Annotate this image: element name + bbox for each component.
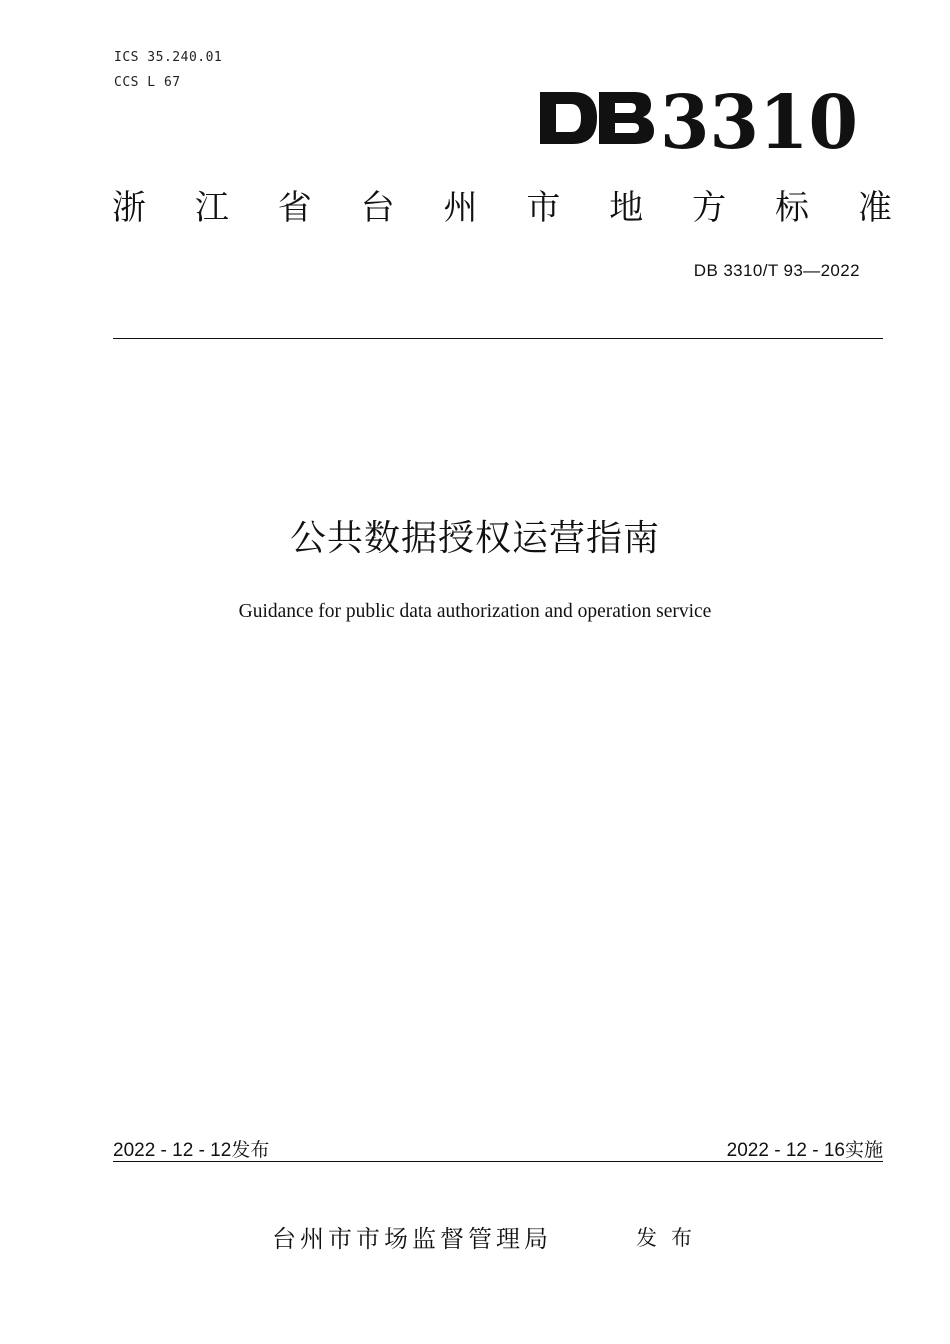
issue-date: 2022 - 12 - 12 — [113, 1140, 232, 1161]
standard-type-heading — [112, 186, 892, 230]
implementation-label: 实施 — [844, 1139, 883, 1161]
standard-type-char: 准 — [857, 188, 892, 228]
standard-type-char: 浙 — [112, 188, 146, 228]
header-divider — [113, 338, 883, 339]
issue-label: 发布 — [231, 1139, 270, 1161]
standard-type-char: 州 — [443, 188, 478, 228]
standard-type-char: 方 — [692, 188, 727, 228]
standard-type-char: 江 — [194, 188, 229, 228]
publish-label: 发布 — [636, 1226, 706, 1250]
footer-divider — [113, 1161, 883, 1162]
implementation-date: 2022 - 12 - 16 — [726, 1140, 845, 1161]
standard-type-char: 标 — [775, 188, 809, 228]
issue-date-line — [113, 1138, 269, 1163]
db-standard-logo — [535, 78, 865, 158]
standard-type-char: 台 — [360, 188, 395, 228]
ccs-code: CCS L 67 — [114, 75, 181, 90]
standard-type-char: 地 — [609, 188, 644, 228]
svg-text:3310: 3310 — [660, 80, 858, 158]
publisher-name: 台州市市场监督管理局 — [272, 1225, 552, 1253]
implementation-date-line — [727, 1138, 883, 1163]
ics-code: ICS 35.240.01 — [114, 50, 223, 65]
document-title-english: Guidance for public data authorization and operation service — [238, 601, 712, 622]
standard-type-char: 省 — [277, 188, 312, 228]
standard-type-char: 市 — [526, 188, 561, 228]
standard-number: DB 3310/T 93—2022 — [693, 261, 860, 280]
document-title-chinese: 公共数据授权运营指南 — [289, 518, 660, 559]
